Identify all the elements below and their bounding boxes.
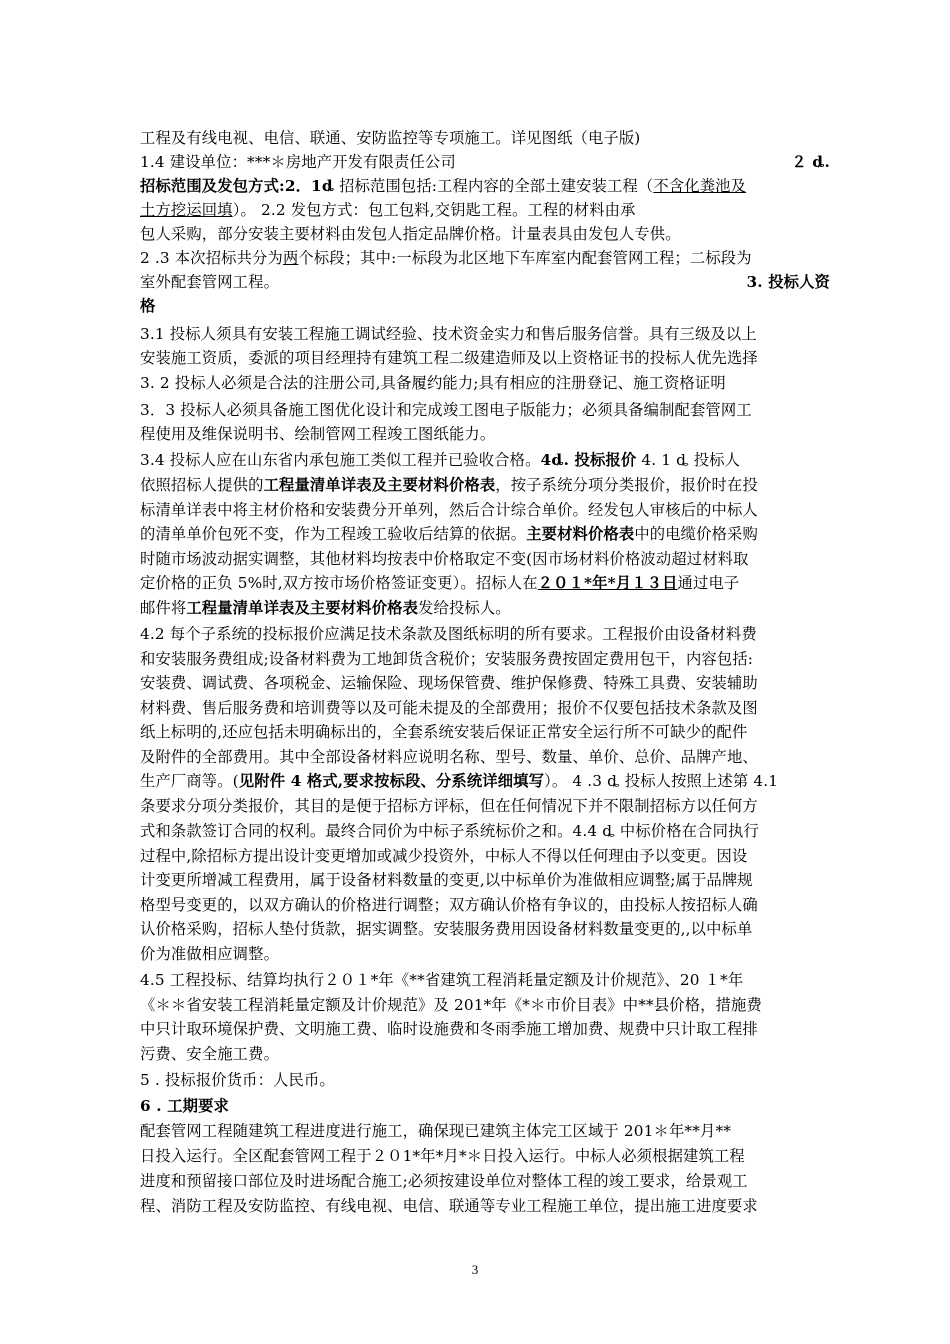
section-heading: 3. 投标人资 [746, 273, 830, 291]
text-line: 格 [140, 297, 156, 315]
text-line: 配套管网工程随建筑工程进度进行施工，确保现已建筑主体完工区域于 201＊年**月** [140, 1122, 732, 1140]
text-line: 污费、安全施工费。 [140, 1045, 280, 1063]
text-line: 纸上标明的,还应包括未明确标出的，全套系统安装后保证正常安全运行所不可缺少的配件 [140, 723, 748, 741]
text-line: 土方挖运回填）。 2.2 发包方式：包工包料,交钥匙工程。工程的材料由承 [140, 201, 636, 219]
text-line: 进度和预留接口部位及时进场配合施工;必须按建设单位对整体工程的竣工要求，给景观工 [140, 1172, 748, 1190]
text-line: 和安装服务费组成;设备材料费为工地卸货含税价；安装服务费按固定费用包干，内容包括: [140, 650, 754, 668]
text-line: 《＊＊省安装工程消耗量定额及计价规范》及 201*年《*＊市价目表》中**县价格，措施费 [140, 996, 762, 1014]
text-line: 安装施工资质，委派的项目经理持有建筑工程二级建造师及以上资格证书的投标人优先选择 [140, 349, 758, 367]
text-line: 招标范围及发包方式:2．1ȡ 招标范围包括:工程内容的全部土建安装工程（不含化粪池及 [140, 177, 747, 195]
text-line: 计变更所增减工程费用，属于设备材料数量的变更,以中标单价为准做相应调整;属于品牌规 [140, 871, 753, 889]
text-line: 过程中,除招标方提出设计变更增加或减少投资外，中标人不得以任何理由予以变更。因设 [140, 847, 748, 865]
text-line: 4.2 每个子系统的投标报价应满足技术条款及图纸标明的所有要求。工程报价由设备材料费 [140, 625, 757, 643]
text-line: 认价格采购，招标人垫付货款，据实调整。安装服务费用因设备材料数量变更的,,以中标单 [140, 920, 753, 938]
text-line: 包人采购，部分安装主要材料由发包人指定品牌价格。计量表具由发包人专供。 [140, 225, 681, 243]
text-line: 3.1 投标人须具有安装工程施工调试经验、技术资金实力和售后服务信誉。具有三级及以上 [140, 325, 757, 343]
text-line: 时随市场波动据实调整，其他材料均按表中价格取定不变(因市场材料价格波动超过材料取 [140, 550, 749, 568]
section-heading: 6 . 工期要求 [140, 1097, 230, 1115]
text-line: 式和条款签订合同的权利。最终合同价为中标子系统标价之和。4.4 ȡ 中标价格在合同执行 [140, 822, 759, 840]
text-line: 邮件将工程量清单详表及主要材料价格表发给投标人。 [140, 599, 511, 617]
text-line: 及附件的全部费用。其中全部设备材料应说明名称、型号、数量、单价、总价、品牌产地、 [140, 748, 758, 766]
text-line: 安装费、调试费、各项税金、运输保险、现场保管费、维护保修费、特殊工具费、安装辅助 [140, 674, 758, 692]
text-line: 的清单单价包死不变，作为工程竣工验收后结算的依据。主要材料价格表中的电缆价格采购 [140, 525, 758, 543]
page-number: 3 [471, 1262, 479, 1277]
text-line: 价为准做相应调整。 [140, 945, 280, 963]
text-line: 工程及有线电视、电信、联通、安防监控等专项施工。详见图纸（电子版) [140, 129, 641, 147]
text-line: 日投入运行。全区配套管网工程于２０1*年*月*＊日投入运行。中标人必须根据建筑工程 [140, 1147, 745, 1165]
text-line: 中只计取环境保护费、文明施工费、临时设施费和冬雨季施工增加费、规费中只计取工程排 [140, 1020, 758, 1038]
text-line: 标清单详表中将主材价格和安装费分开单列，然后合计综合单价。经发包人审核后的中标人 [140, 501, 758, 519]
section-number: ２ ȡ. [791, 153, 830, 171]
text-line: 生产厂商等。(见附件 4 格式,要求按标段、分系统详细填写）。 4 .3 ȡ 投标人按照上述第 4.1 [140, 772, 779, 790]
text-line: 室外配套管网工程。 3. 投标人资 [140, 270, 830, 294]
text-line: 2 .3 本次招标共分为两个标段；其中:一标段为北区地下车库室内配套管网工程；二标段为 [140, 249, 752, 267]
text-line: 格型号变更的，以双方确认的价格进行调整；双方确认价格有争议的，由投标人按招标人确 [140, 896, 758, 914]
text-line: 程使用及维保说明书、绘制管网工程竣工图纸能力。 [140, 425, 496, 443]
text-line: 程、消防工程及安防监控、有线电视、电信、联通等专业工程施工单位，提出施工进度要求 [140, 1197, 758, 1215]
text-line: 定价格的正负 5%时,双方按市场价格签证变更）。招标人在２０１*年*月１３日通过电子 [140, 574, 740, 592]
text-line: 条要求分项分类报价，其目的是便于招标方评标，但在任何情况下并不限制招标方以任何方 [140, 797, 758, 815]
text-line: 3．3 投标人必须具备施工图优化设计和完成竣工图电子版能力；必须具备编制配套管网工 [140, 401, 752, 419]
text-line: 依照招标人提供的工程量清单详表及主要材料价格表，按子系统分项分类报价，报价时在投 [140, 476, 758, 494]
text-line: 3. 2 投标人必须是合法的注册公司,具备履约能力;具有相应的注册登记、施工资格证明 [140, 374, 726, 392]
text-line: 材料费、售后服务费和培训费等以及可能未提及的全部费用；报价不仅要包括技术条款及图 [140, 699, 758, 717]
text-line: 5 . 投标报价货币：人民币。 [140, 1071, 335, 1089]
text-line: 3.4 投标人应在山东省内承包施工类似工程并已验收合格。4ȡ. 投标报价 4. 1 ȡ 投标人 [140, 451, 741, 469]
text-line: 1.4 建设单位：***＊房地产开发有限责任公司 ２ ȡ. [140, 150, 830, 174]
text-line: 4.5 工程投标、结算均执行２０１*年《**省建筑工程消耗量定额及计价规范》、20 １*年 [140, 971, 744, 989]
